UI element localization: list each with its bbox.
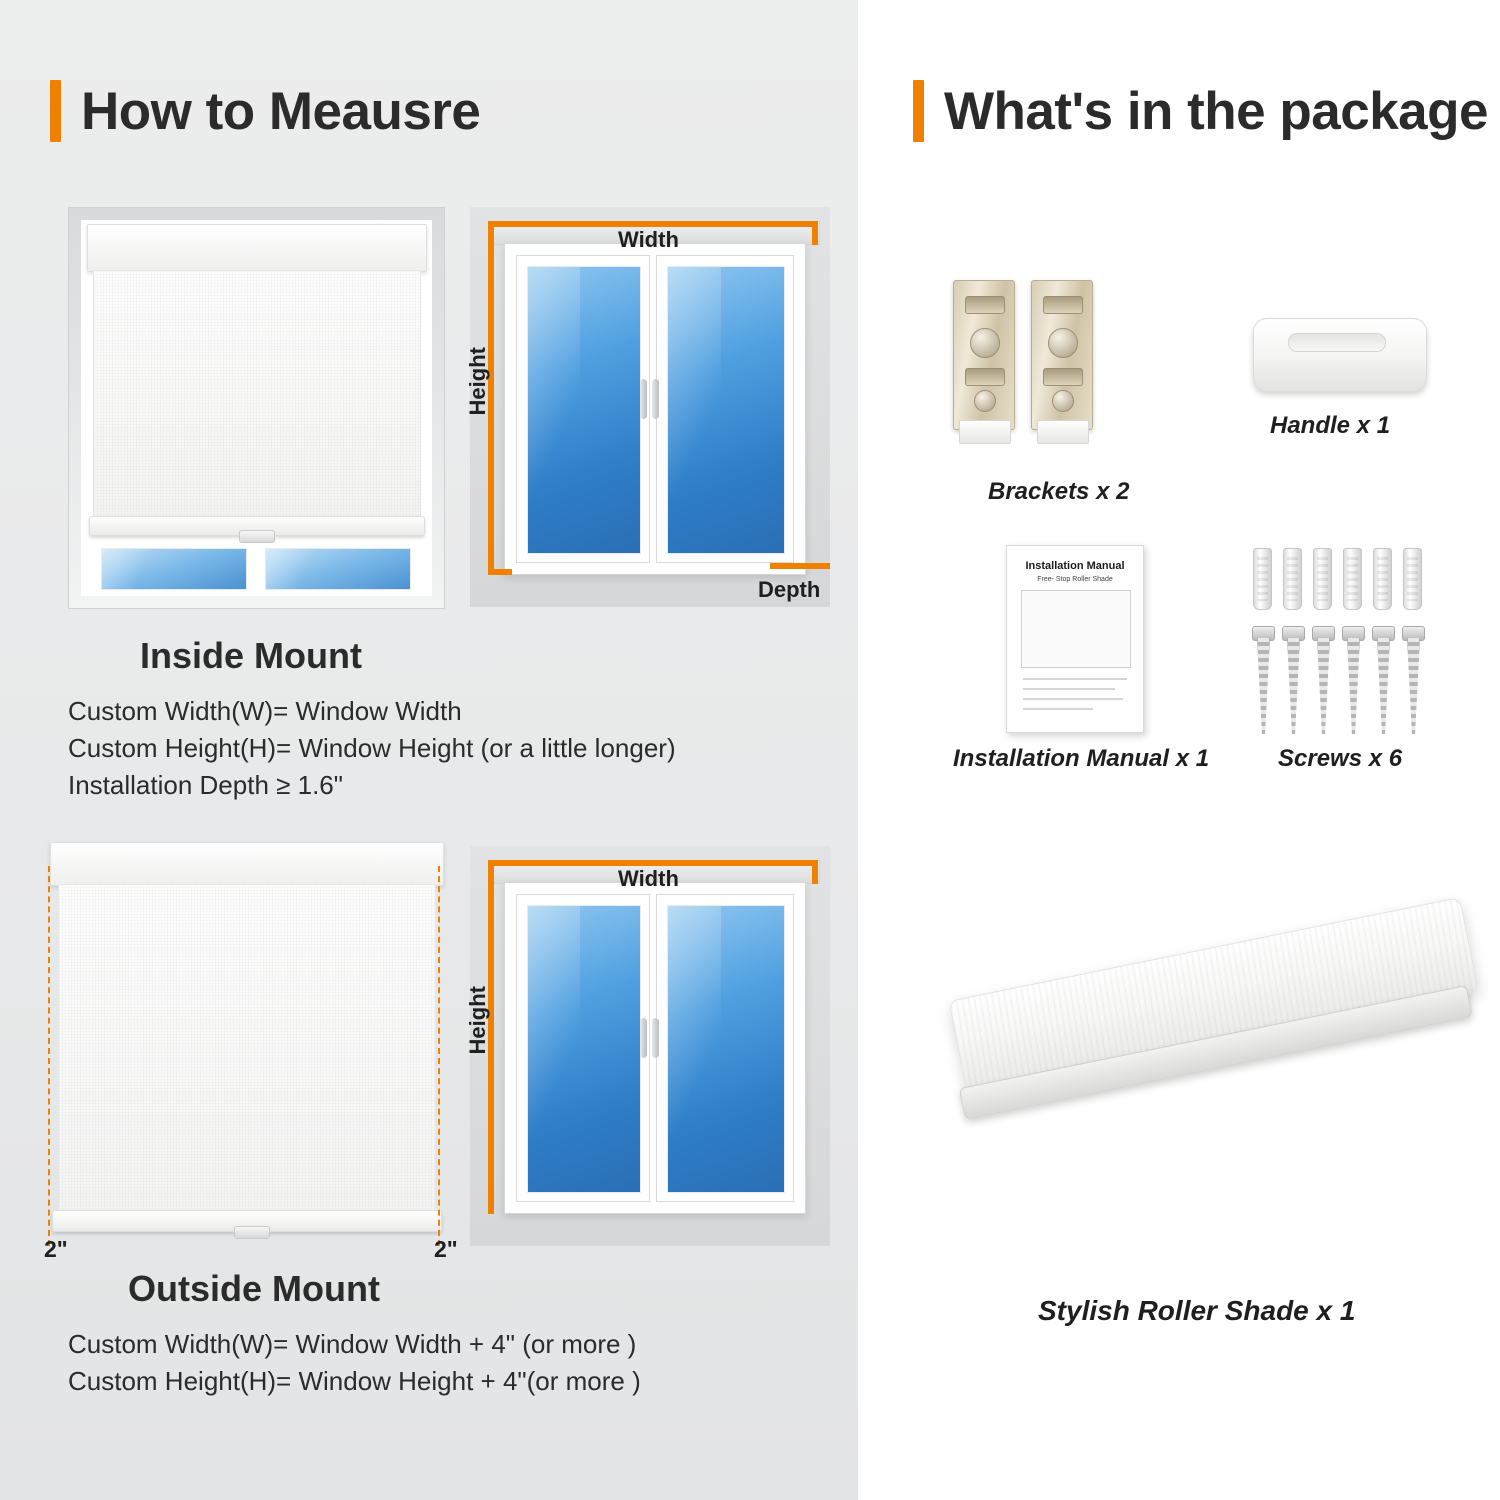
wall-anchor-icon [1313, 548, 1332, 610]
outside-overhang-left: 2" [44, 1236, 68, 1262]
wall-anchor-icon [1403, 548, 1422, 610]
screws-caption: Screws x 6 [1278, 745, 1403, 772]
outside-mount-name: Outside Mount [128, 1268, 380, 1309]
handle-icon [1253, 318, 1427, 392]
manual-cover-subtitle: Free- Stop Roller Shade [1037, 576, 1113, 583]
outside-line-1: Custom Width(W)= Window Width + 4" (or more ) [68, 1329, 637, 1359]
bracket-icon [1031, 280, 1093, 430]
manual-caption: Installation Manual x 1 [953, 745, 1210, 772]
inside-width-label: Width [618, 227, 679, 252]
how-to-measure-heading [50, 80, 480, 142]
outside-mount-text [68, 1326, 641, 1400]
accent-bar-icon [913, 80, 924, 142]
inside-line-1: Custom Width(W)= Window Width [68, 696, 462, 726]
inside-mount-text [68, 693, 676, 804]
screw-icon [1315, 626, 1330, 734]
outside-mount-photo [44, 836, 458, 1262]
brackets-caption: Brackets x 2 [988, 478, 1130, 505]
inside-line-3: Installation Depth ≥ 1.6" [68, 769, 343, 800]
wall-anchor-icon [1283, 548, 1302, 610]
outside-line-2: Custom Height(H)= Window Height + 4"(or more ) [68, 1365, 641, 1396]
screw-icon [1405, 626, 1420, 734]
bracket-icon [953, 280, 1015, 430]
inside-line-2: Custom Height(H)= Window Height (or a little longer) [68, 732, 676, 763]
roller-shade-caption: Stylish Roller Shade x 1 [1038, 1295, 1356, 1326]
screw-icon [1375, 626, 1390, 734]
wall-anchor-icon [1373, 548, 1392, 610]
package-contents-panel [858, 0, 1500, 1500]
screw-icon [1255, 626, 1270, 734]
wall-anchor-icon [1343, 548, 1362, 610]
inside-depth-label: Depth [758, 577, 821, 602]
inside-mount-measure-diagram [465, 207, 830, 607]
outside-mount-measure-diagram [465, 846, 830, 1246]
outside-height-label: Height [465, 986, 490, 1055]
manual-cover-title: Installation Manual [1025, 560, 1125, 572]
inside-mount-photo [68, 207, 445, 609]
screw-icon [1345, 626, 1360, 734]
screw-icon [1285, 626, 1300, 734]
package-heading [913, 80, 1488, 142]
accent-bar-icon [50, 80, 61, 142]
how-to-measure-title: How to Meausre [81, 81, 481, 141]
inside-height-label: Height [465, 347, 490, 416]
handle-caption: Handle x 1 [1270, 412, 1391, 439]
outside-width-label: Width [618, 866, 679, 891]
package-title: What's in the package [944, 81, 1489, 141]
outside-overhang-right: 2" [434, 1236, 458, 1262]
inside-mount-name: Inside Mount [140, 635, 362, 676]
wall-anchor-icon [1253, 548, 1272, 610]
installation-manual-icon [1006, 545, 1144, 733]
